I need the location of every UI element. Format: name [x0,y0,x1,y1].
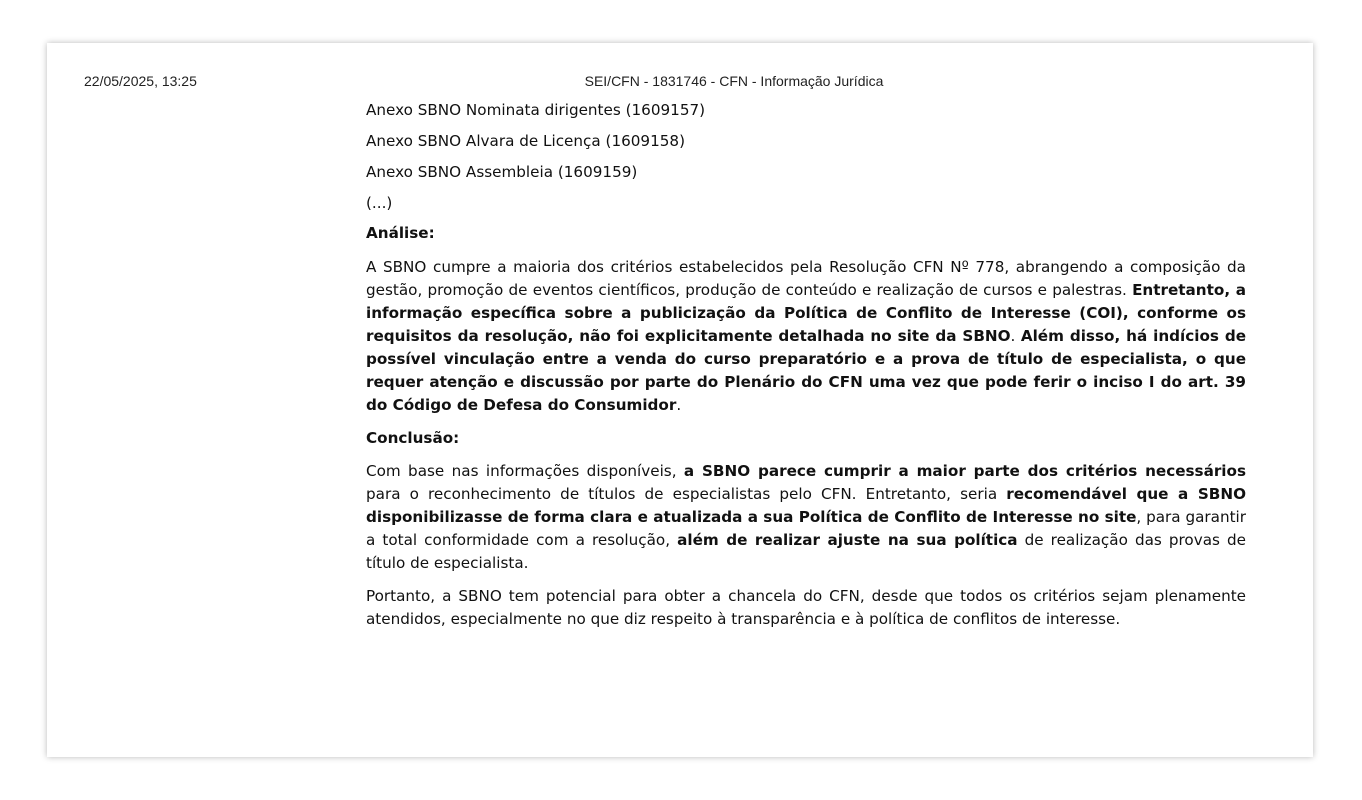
conclusion-text: , para garantir a total conformidade com a resolução, [366,508,1246,549]
document-header-title: SEI/CFN - 1831746 - CFN - Informação Jurídica [584,73,884,89]
analysis-text: . [676,396,682,414]
conclusion-bold-text: recomendável que a SBNO disponibilizasse de forma clara e atualizada a sua Política de Conflito de Interesse no site [366,485,1246,526]
conclusion-bold-text: além de realizar ajuste na sua política [677,531,1018,549]
annex-item: Anexo SBNO Alvara de Licença (1609158) [366,132,686,150]
conclusion-bold-text: a SBNO parece cumprir a maior parte dos critérios necessários [683,462,1246,480]
analysis-title: Análise: [366,224,435,242]
annex-item: Anexo SBNO Nominata dirigentes (1609157) [366,101,706,119]
analysis-text: A SBNO cumpre a maioria dos critérios estabelecidos pela Resolução CFN Nº 778, abrangendo a composição da gestão, promoção de eventos científicos, produção de conteúdo e realização de cursos e palestras. [366,258,1246,299]
analysis-bold-text: Além disso, há indícios de possível vinculação entre a venda do curso preparatório e a prova de título de especialista, o que requer atenção e discussão por parte do Plenário do CFN uma vez que pode ferir o inciso I do art. 39 do Código de Defesa do Consumidor [366,327,1247,414]
analysis-bold-text: Entretanto, a informação específica sobre a publicização da Política de Conflito de Interesse (COI), conforme os requisitos da resolução, não foi explicitamente detalhada no site da SBNO [366,281,1246,345]
conclusion-text: de realização das provas de título de especialista. [366,531,1246,572]
document-page [47,43,1313,757]
analysis-paragraph [366,256,1246,417]
annex-item: Anexo SBNO Assembleia (1609159) [366,163,638,181]
conclusion-title: Conclusão: [366,429,460,447]
print-datetime: 22/05/2025, 13:25 [84,73,197,89]
conclusion-paragraph [366,460,1246,575]
conclusion-text: Com base nas informações disponíveis, [366,462,684,480]
document-content [366,99,1246,631]
conclusion-text: para o reconhecimento de títulos de especialistas pelo CFN. Entretanto, seria [366,485,1007,503]
ellipsis: (...) [366,194,393,212]
analysis-text: . [1010,327,1021,345]
conclusion-paragraph-final: Portanto, a SBNO tem potencial para obter a chancela do CFN, desde que todos os critérios sejam plenamente atendidos, especialmente no que diz respeito à transparência e à política de conflitos de interesse. [366,587,1246,628]
